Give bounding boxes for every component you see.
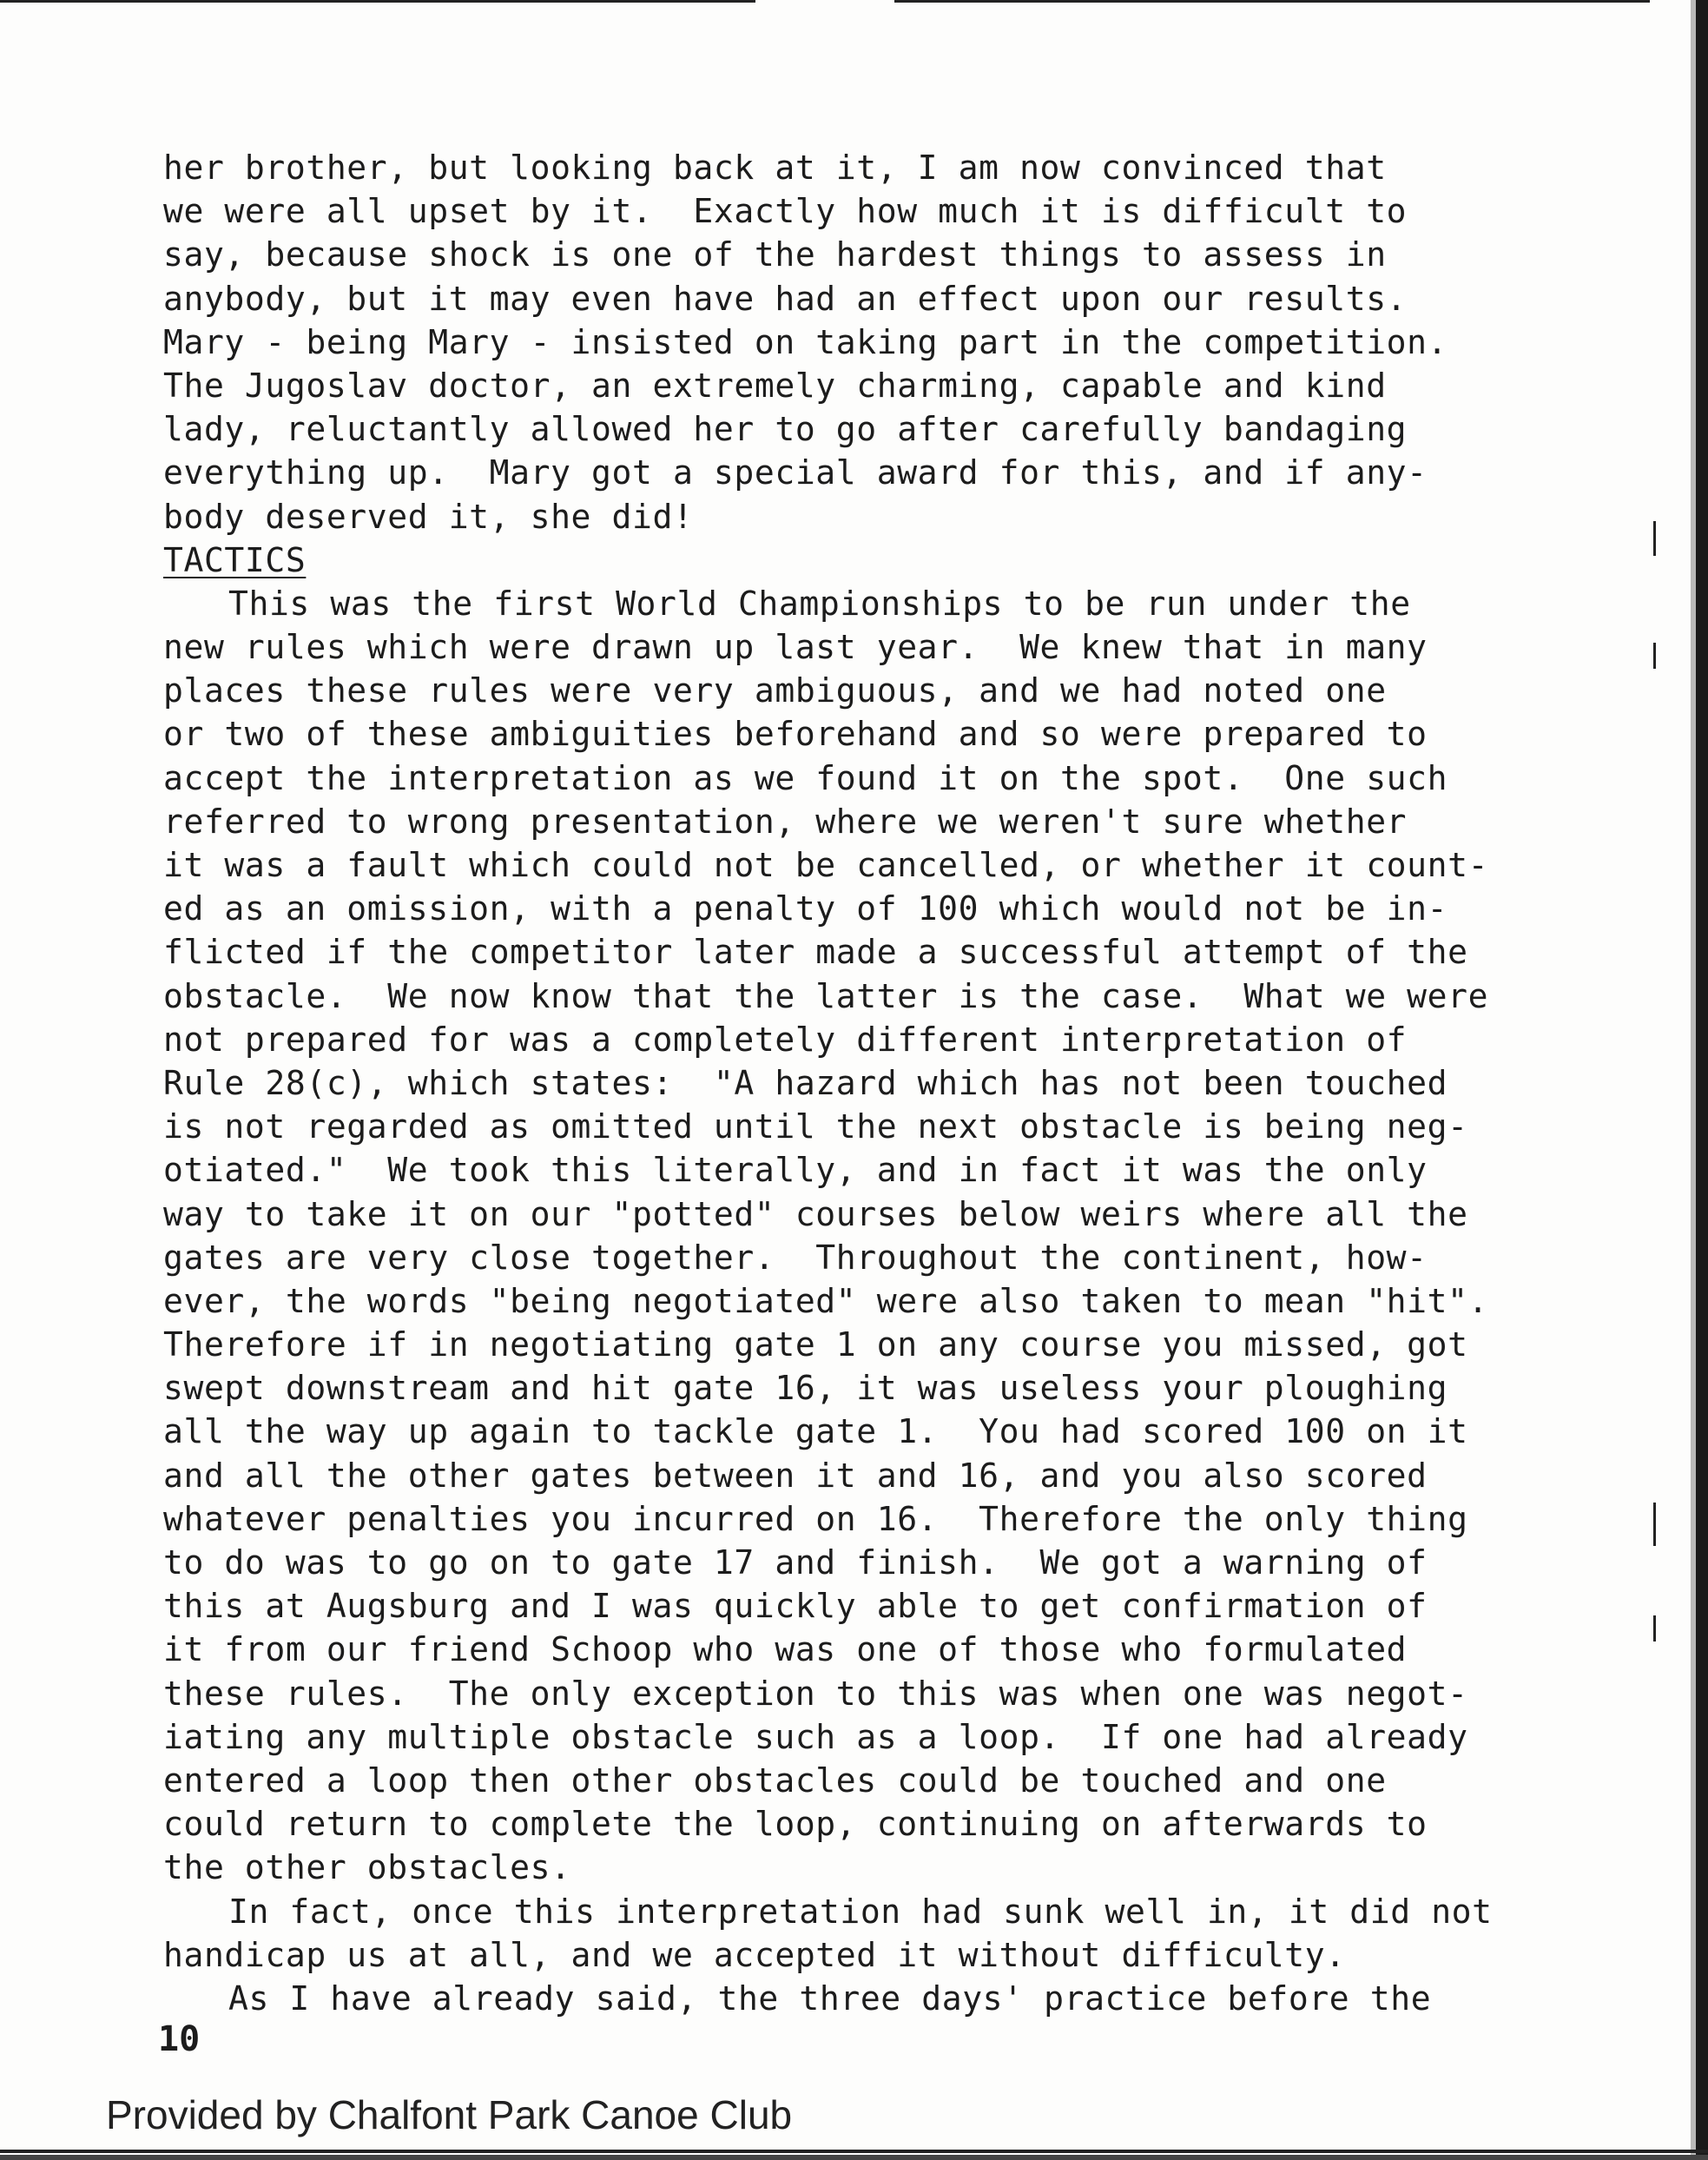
text-line: her brother, but looking back at it, I am now convinced that [163,149,1387,187]
text-line: places these rules were very ambiguous, and we had noted one [163,671,1387,710]
right-edge-border [1696,0,1708,2160]
text-line: In fact, once this interpretation had sunk well in, it did not [228,1892,1493,1931]
text-line: we were all upset by it. Exactly how much it is difficult to [163,192,1408,231]
paragraph-2 [163,582,1605,1890]
paragraph-1 [163,146,1605,538]
bottom-edge-rule [0,2150,1708,2153]
text-line: referred to wrong presentation, where we weren't sure whether [163,802,1408,841]
text-line: all the way up again to tackle gate 1. You had scored 100 on it [163,1412,1468,1451]
text-line: is not regarded as omitted until the next obstacle is being neg- [163,1107,1468,1146]
text-line: say, because shock is one of the hardest things to assess in [163,235,1387,274]
text-line: everything up. Mary got a special award for this, and if any- [163,453,1428,492]
text-line: accept the interpretation as we found it on the spot. One such [163,758,1448,797]
document-body [163,146,1605,2020]
text-line: Rule 28(c), which states: "A hazard which has not been touched [163,1063,1448,1102]
text-line: could return to complete the loop, continuing on afterwards to [163,1805,1428,1844]
page-number: 10 [158,2019,201,2059]
text-line: these rules. The only exception to this was when one was negot- [163,1674,1468,1713]
text-line: Therefore if in negotiating gate 1 on any course you missed, got [163,1325,1468,1364]
text-line: not prepared for was a completely different interpretation of [163,1020,1408,1059]
text-line: the other obstacles. [163,1848,571,1887]
top-edge-gap [755,0,894,5]
paragraph-3 [163,1890,1605,1977]
bottom-edge-shadow [0,2155,1708,2160]
text-line: ever, the words "being negotiated" were also taken to mean "hit". [163,1281,1489,1320]
margin-tick [1653,643,1656,669]
text-line: lady, reluctantly allowed her to go after carefully bandaging [163,410,1408,449]
section-heading: TACTICS [163,540,307,579]
text-line: The Jugoslav doctor, an extremely charming, capable and kind [163,366,1387,405]
text-line: swept downstream and hit gate 16, it was useless your ploughing [163,1369,1448,1408]
text-line: obstacle. We now know that the latter is the case. What we were [163,976,1489,1015]
text-line: it was a fault which could not be cancelled, or whether it count- [163,846,1489,884]
text-line: to do was to go on to gate 17 and finish. We got a warning of [163,1543,1428,1582]
text-line: ed as an omission, with a penalty of 100 which would not be in- [163,889,1448,928]
text-line: new rules which were drawn up last year. We knew that in many [163,628,1428,667]
margin-tick [1653,521,1656,556]
paragraph-4 [163,1977,1605,2020]
text-line: handicap us at all, and we accepted it without difficulty. [163,1935,1346,1974]
text-line: Mary - being Mary - insisted on taking part in the competition. [163,322,1448,361]
text-line: it from our friend Schoop who was one of those who formulated [163,1630,1408,1669]
text-line: body deserved it, she did! [163,497,694,536]
text-line: or two of these ambiguities beforehand and so were prepared to [163,715,1428,754]
text-line: this at Augsburg and I was quickly able to get confirmation of [163,1587,1428,1626]
text-line: way to take it on our "potted" courses below weirs where all the [163,1194,1468,1233]
text-line: otiated." We took this literally, and in fact it was the only [163,1151,1428,1190]
footer-credit: Provided by Chalfont Park Canoe Club [106,2092,793,2137]
text-line: iating any multiple obstacle such as a loop. If one had already [163,1717,1468,1756]
text-line: and all the other gates between it and 16, and you also scored [163,1456,1428,1495]
text-line: gates are very close together. Throughout the continent, how- [163,1238,1428,1277]
margin-tick [1653,1503,1656,1546]
text-line: This was the first World Championships to be run under the [228,584,1411,623]
text-line: As I have already said, the three days' practice before the [228,1978,1432,2018]
text-line: entered a loop then other obstacles could be touched and one [163,1760,1387,1800]
margin-tick [1653,1615,1656,1641]
text-line: whatever penalties you incurred on 16. Therefore the only thing [163,1499,1468,1538]
text-line: flicted if the competitor later made a successful attempt of the [163,933,1468,972]
text-line: anybody, but it may even have had an effect upon our results. [163,279,1408,318]
